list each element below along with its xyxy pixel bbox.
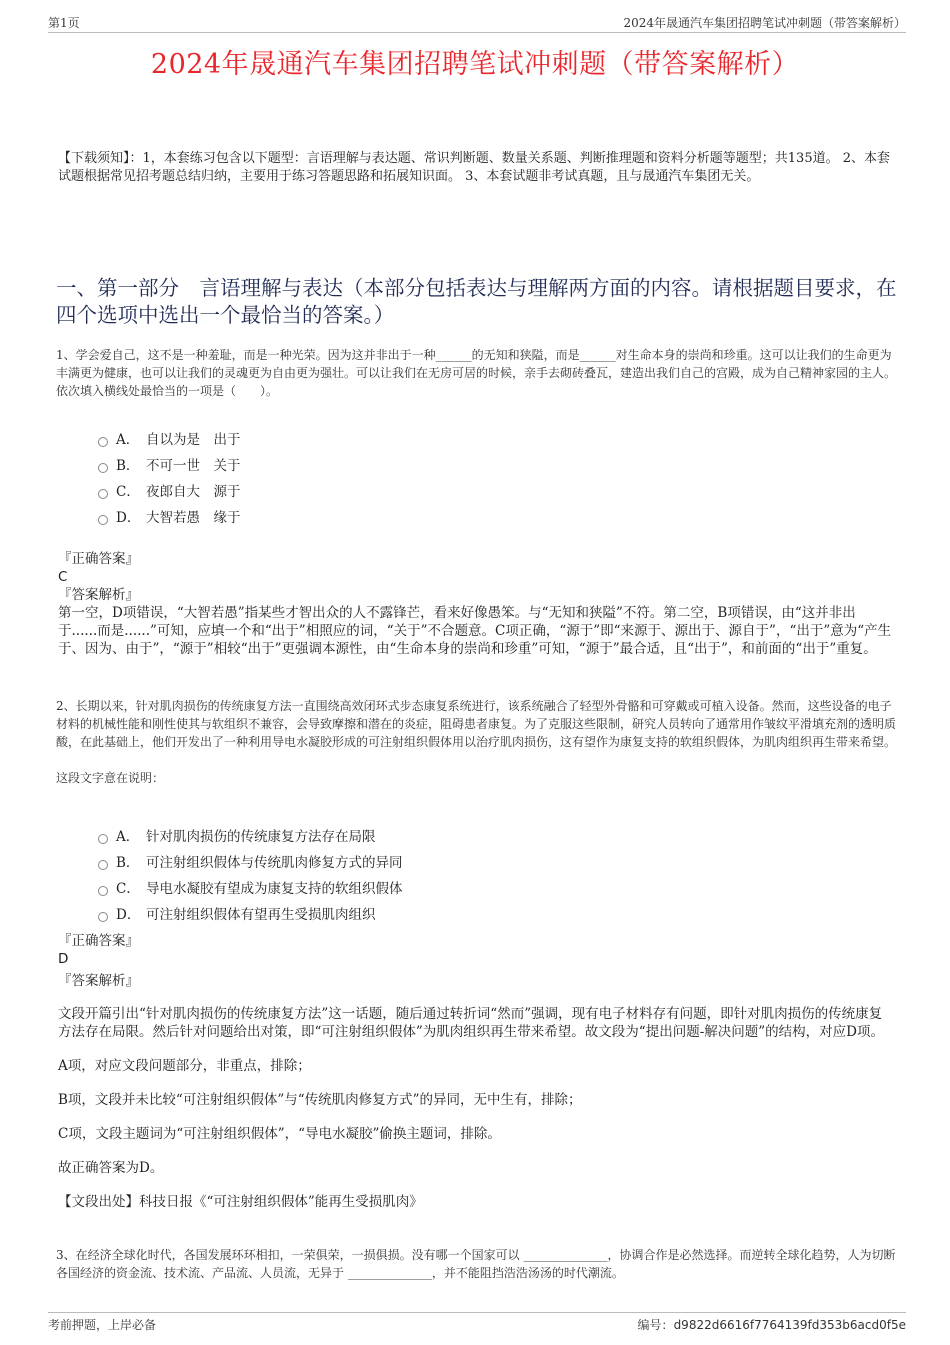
page-number: 第1页 [48,16,80,30]
analysis-paragraph: B项，文段并未比较“可注射组织假体”与“传统肌肉修复方式”的异同，无中生有，排除； [58,1092,582,1108]
code-label: 编号： [637,1318,674,1332]
option-text: 针对肌肉损伤的传统康复方法存在局限 [146,829,376,845]
q1-option-c[interactable]: C． 夜郎自大 源于 [98,479,241,505]
radio-icon[interactable] [98,489,108,499]
radio-icon[interactable] [98,515,108,525]
download-notice: 【下载须知】：1，本套练习包含以下题型：言语理解与表达题、常识判断题、数量关系题、判断推理题和资料分析题等题型；共135道。 2、本套试题根据常见招考题总结归纳，主要用于练习答题思路和拓展知识面。 3、本套试题非考试真题，且与晟通汽车集团无关。 [58,151,890,184]
page-header [48,12,906,33]
answer-label: 『正确答案』 [58,933,139,949]
question-1-options [98,427,241,531]
radio-icon[interactable] [98,834,108,844]
q2-option-b[interactable]: B． 可注射组织假体与传统肌肉修复方式的异同 [98,850,403,876]
q1-option-b[interactable]: B． 不可一世 关于 [98,453,241,479]
question-1-answer-block [58,550,894,658]
q2-option-a[interactable]: A． 针对肌肉损伤的传统康复方法存在局限 [98,824,403,850]
option-text: 大智若愚 缘于 [146,510,241,526]
option-text: 不可一世 关于 [146,458,241,474]
question-3-text: 3、在经济全球化时代，各国发展环环相扣，一荣俱荣，一损俱损。没有哪一个国家可以 ______________，协调合作是必然选择。而逆转全球化趋势，人为切断各国经济的资金流、技术流、产品流、人员流，无异于 ______________，并不能阻挡浩浩汤汤的时代潮流。 [56,1248,896,1280]
analysis-paragraph: C项，文段主题词为“可注射组织假体”，“导电水凝胶”偷换主题词，排除。 [58,1126,501,1142]
footer-code [638,1316,906,1333]
question-2-prompt: 这段文字意在说明： [56,771,165,785]
radio-icon[interactable] [98,463,108,473]
question-1-stem [56,346,902,400]
question-2-analysis [58,1005,894,1211]
question-3-stem [56,1246,902,1282]
q2-option-d[interactable]: D． 可注射组织假体有望再生受损肌肉组织 [98,902,403,928]
section-heading: 一、第一部分 言语理解与表达（本部分包括表达与理解两方面的内容。请根据题目要求，在四个选项中选出一个最恰当的答案。） [56,276,897,327]
radio-icon[interactable] [98,437,108,447]
footer-slogan: 考前押题，上岸必备 [48,1318,157,1332]
question-2-stem [56,697,902,787]
header-doc-title: 2024年晟通汽车集团招聘笔试冲刺题（带答案解析） [623,16,906,30]
option-text: 自以为是 出于 [146,432,241,448]
option-text: 可注射组织假体有望再生受损肌肉组织 [146,907,376,923]
q1-option-a[interactable]: A． 自以为是 出于 [98,427,241,453]
q2-option-c[interactable]: C． 导电水凝胶有望成为康复支持的软组织假体 [98,876,403,902]
page-footer [48,1312,906,1335]
analysis-label: 『答案解析』 [58,973,139,989]
analysis-text: 第一空，D项错误，“大智若愚”指某些才智出众的人不露锋芒，看来好像愚笨。与“无知和狭隘”不符。第二空，B项错误，由“这并非出于......而是......”可知，应填一个和“出于”相照应的词，“关于”不合题意。C项正确，“源于”即“来源于、源出于、源自于”，“出于”意为“产生于、因为、由于”，“源于”相较“出于”更强调本源性，由“生命本身的崇尚和珍重”可知，“源于”最合适，且“出于”，和前面的“出于”重复。 [58,605,892,657]
question-2-options [98,824,403,928]
source-citation: 【文段出处】科技日报《“可注射组织假体”能再生受损肌肉》 [58,1194,423,1210]
question-1-prompt: 依次填入横线处最恰当的一项是（ ）。 [56,384,279,398]
analysis-paragraph: 故正确答案为D。 [58,1160,164,1176]
analysis-paragraph: 文段开篇引出“针对肌肉损伤的传统康复方法”这一话题，随后通过转折词“然而”强调，现有电子材料存有问题，即针对肌肉损伤的传统康复方法存在局限。然后针对问题给出对策，即“可注射组织假体”为肌肉组织再生带来希望。故文段为“提出问题-解决问题”的结构，对应D项。 [58,1006,884,1040]
question-2-text: 2、长期以来，针对肌肉损伤的传统康复方法一直围绕高效闭环式步态康复系统进行，该系统融合了轻型外骨骼和可穿戴或可植入设备。然而，这些设备的电子材料的机械性能和刚性使其与软组织不兼容，会导致摩擦和潜在的炎症，阻碍患者康复。为了克服这些限制，研究人员转向了通常用作皱纹平滑填充剂的透明质酸，在此基础上，他们开发出了一种利用导电水凝胶形成的可注射组织假体用以治疗肌肉损伤，这有望作为康复支持的软组织假体，为肌肉组织再生带来希望。 [56,699,897,749]
option-text: 夜郎自大 源于 [146,484,241,500]
option-text: 可注射组织假体与传统肌肉修复方式的异同 [146,855,403,871]
question-2-answer-block [58,932,894,990]
answer-label: 『正确答案』 [58,551,139,567]
document-title: 2024年晟通汽车集团招聘笔试冲刺题（带答案解析） [150,49,800,80]
q1-option-d[interactable]: D． 大智若愚 缘于 [98,505,241,531]
radio-icon[interactable] [98,912,108,922]
analysis-paragraph: A项，对应文段问题部分，非重点，排除； [58,1058,311,1074]
radio-icon[interactable] [98,886,108,896]
radio-icon[interactable] [98,860,108,870]
option-text: 导电水凝胶有望成为康复支持的软组织假体 [146,881,403,897]
question-1-text: 1、学会爱自己，这不是一种羞耻，而是一种光荣。因为这并非出于一种______的无知和狭隘，而是______对生命本身的崇尚和珍重。这可以让我们的生命更为丰满更为健康，也可以让我们的灵魂更为自由更为强壮。可以让我们在无房可居的时候，亲手去砌砖叠瓦，建造出我们自己的宫殿，成为自己精神家园的主人。 [56,348,897,380]
answer-value: C [58,569,68,585]
code-value: d9822d6616f7764139fd353b6acd0f5e [673,1318,906,1332]
answer-value: D [58,951,69,967]
analysis-label: 『答案解析』 [58,587,139,603]
